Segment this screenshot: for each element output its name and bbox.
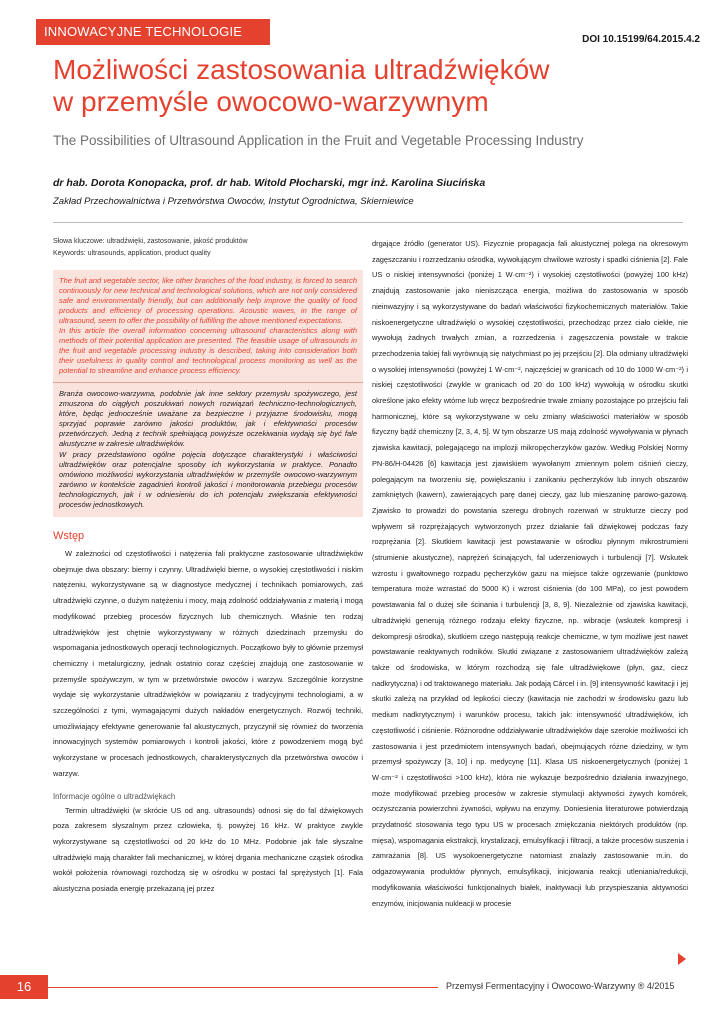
general-heading: Informacje ogólne o ultradźwiękach — [53, 791, 176, 801]
section-tag: INNOWACYJNE TECHNOLOGIE — [36, 19, 270, 45]
abstract-box — [53, 270, 363, 517]
abstract-pl-p1: Branża owocowo-warzywna, podobnie jak inne sektory przemysłu spożywczego, jest zmuszona do ciągłych poszukiwań nowych rozwiązań techniczno-technologicznych, które, będąc jednocześnie uważane za bezpieczne i przyjazne środowisku, mogą sprzyjać poprawie zarówno jakości produktów, jak i efektywności procesów przetwórczych. Jedną z technik spełniającą powyższe oczekiwania wydają się być fale akustyczne w zakresie ultradźwięków. — [59, 389, 357, 448]
header-divider — [53, 222, 683, 223]
title-line-2: w przemyśle owocowo-warzywnym — [53, 86, 489, 117]
abstract-en-p2: In this article the overall information concerning ultrasound characteristics along with methods of their potential application are presented. The feasible usage of ultrasounds in the fruit and vegetable processing industry is described, taking into consideration both their usefulness in quality control and technological process monitoring as well as the potential to streamline and enhance process efficiency. — [59, 326, 357, 375]
keywords-pl: Słowa kluczowe: ultradźwięki, zastosowanie, jakość produktów — [53, 238, 248, 245]
right-paragraph: drgające źródło (generator US). Fizycznie propagacja fali akustycznej polega na okresowym zagęszczaniu i rozrzedzaniu ośrodka, wywołującym chwilowe wzrosty i spadki ciśnienia [2]. Fale US o niskiej intensywności (poniżej 1 W·cm⁻²) i wysokiej częstotliwości (powyżej 100 kHz) znajdują zastosowanie jako nieniszcząca energia, możliwa do zastosowania w sposób nieinwazyjny i są wykorzystywane do badań właściwości fizykochemicznych materiałów. Takie niskoenergetyczne ultradźwięki o wysokiej częstotliwości, przechodząc przez ciało ciekłe, nie wywołują żadnych trwałych zmian, a rozrzedzenia i zagęszczenia powstałe w trakcie przechodzenia takiej fali wyrównują się natychmiast po jej przejściu [2]. Dla odmiany ultradźwięki o wysokiej intensywności (powyżej 1 W·cm⁻², najczęściej w granicach od 10 do 1000 W·cm⁻²) i niskiej częstotliwości (zwykle w granicach od 20 do 100 kHz) wywołują w ośrodku skutki określone jako efekty wtórne lub wręcz bezpośrednie trwałe zmiany pozostające po przejściu fali harmonicznej, które są wykorzystywane w celu zmiany właściwości materiałów w sposób fizyczny bądź chemiczny [2, 3, 4, 5]. W tym obszarze US mają zdolność wywoływania w płynach zjawiska kawitacji, polegającego na implozji mikropęcherzyków gazów. Według Polskiej Normy PN-86/H-04426 [6] kawitacja jest zjawiskiem wywołanym zmiennym polem ciśnień cieczy, polegającym na tworzeniu się, powiększaniu i zanikaniu pęcherzyków lub innych obszarów zamkniętych (kawern), zawierających parę danej cieczy, gaz lub mieszaninę parowo-gazową. Zjawisko to prowadzi do powstania szeregu drobnych rozerwań w strukturze cieczy pod wpływem sił rozprężających wytworzonych przez działanie fali dźwiękowej podczas fazy rozprężania [2]. Skutkiem kawitacji jest powstawanie w ośrodku płynnym mikrostrumieni (strumienie akustyczne), naprężeń ścinających, fal uderzeniowych i turbulencji [7]. Wskutek wzrostu i gwałtownego rozpadu pęcherzyków gazu na miejsce także ogrzewanie (punktowo temperatura może wzrastać do 5000 K) i wzrost ciśnienia (do 100 MPa), co jest powodem powstawania fal o dużej sile ścinania i turbulencji [3, 8, 9]. Niezależnie od zjawiska kawitacji, ultradźwięki generują różnego rodzaju efekty fizyczne, np. wibracje (wskutek kompresji i dekompresji ośrodka), skutkiem czego następują reakcje chemiczne, w tym możliwe jest nawet powstawanie reaktywnych rodników. Skutki związane z zastosowaniem ultradźwięków zależą także od środowiska, w którym rozchodzą się fale ultradźwiękowe (płyn, gaz, ciecz nadkrytyczna) i od traktowanego materiału. Jak podają Cárcel i in. [9] intensywność kawitacji i jej skutki zależą na przykład od lepkości cieczy (kawitacja nie zachodzi w środowisku gazu lub medium nadkrytycznym) i warunków procesu, takich jak: intensywność ultradźwięków, ich częstotliwość i ciśnienie. Różnorodne oddziaływanie ultradźwięków daje szerokie możliwości ich zastosowania i jest przedmiotem intensywnych badań, obejmujących różne dziedziny, w tym przemysł spożywczy [3, 10] i np. medycynę [11]. Klasa US niskoenergetycznych (poniżej 1 W·cm⁻² i częstotliwości >100 kHz), która nie wykazuje bezpośrednio działania inwazyjnego, może modyfikować przebieg procesów w zakresie stymulacji aktywności żywych komórek, oczyszczania powierzchni żywności, wpływu na enzymy. Doniesienia literaturowe potwierdzają przydatność stosowania tego typu US w procesach zmiękczania niektórych produktów (np. mięsa), wspomagania ekstrakcji, krystalizacji, emulsyfikacji i filtracji, a także procesów suszenia i zamrażania [8]. US wysokoenergetyczne natomiast znalazły zastosowanie m.in. do odgazowywania produktów płynnych, emulsyfikacji, inicjowania reakcji utleniania/redukcji, modyfikowania właściwości funkcjonalnych białek, inaktywacji lub przyspieszania aktywności enzymów, inicjowania nukleacji w procesie — [372, 239, 688, 908]
right-column — [372, 236, 688, 911]
continue-arrow-icon — [676, 952, 688, 966]
article-subtitle: The Possibilities of Ultrasound Application in the Fruit and Vegetable Processing Industry — [53, 133, 584, 148]
left-column — [53, 236, 363, 897]
abstract-en-p1: The fruit and vegetable sector, like other branches of the food industry, is forced to search continuously for new technical and technological solutions, which are not only considered safe and environmentally friendly, but can additionally help improve the quality of food products and efficiency of processing operations. Acoustic waves, in the range of ultrasound, seem to offer the possibility of fulfilling the above mentioned expectations. — [59, 276, 357, 325]
title-line-1: Możliwości zastosowania ultradźwięków — [53, 54, 550, 85]
doi-label[interactable]: DOI 10.15199/64.2015.4.2 — [582, 34, 700, 45]
journal-name: Przemysł Fermentacyjny i Owocowo-Warzywny ® 4/2015 — [446, 981, 675, 991]
abstract-divider — [53, 382, 363, 383]
article-title — [53, 54, 673, 118]
authors: dr hab. Dorota Konopacka, prof. dr hab. Witold Płocharski, mgr inż. Karolina Siucińska — [53, 177, 486, 189]
affiliation: Zakład Przechowalnictwa i Przetwórstwa Owoców, Instytut Ogrodnictwa, Skierniewice — [53, 196, 414, 207]
page-number: 16 — [0, 975, 48, 999]
general-paragraph: Termin ultradźwięki (w skrócie US od ang. ultrasounds) odnosi się do fal dźwiękowych poza zakresem słyszalnym przez człowieka, tj. powyżej 16 kHz. W praktyce zwykle wykorzystywane są częstotliwości od 20 kHz do 10 MHz. Podobnie jak fale słyszalne ultradźwięki mają charakter fali mechanicznej, w której drgania mechaniczne cząstek ośrodka wokół położenia równowagi rozchodzą się w ośrodku w postaci fal sprężystych [1]. Fala akustyczna posiada energię przekazaną jej przez — [53, 805, 363, 894]
intro-heading: Wstęp — [53, 530, 85, 542]
intro-paragraph: W zależności od częstotliwości i natężenia fali praktyczne zastosowanie ultradźwięków obejmuje dwa obszary: bierny i czynny. Ultradźwięki bierne, o wysokiej częstotliwości i niskim natężeniu, wykorzystywane są w diagnostyce medycznej i technikach pomiarowych, zaś ultradźwięki czynne, o dużym natężeniu i mocy, mają zdolność oddziaływania z materią i mogą modyfikować przebieg procesów fizycznych lub chemicznych. Właśnie ten rodzaj ultradźwięków jest chętnie wykorzystywany w różnych dziedzinach przemysłu do wspomagania jednostkowych operacji technologicznych. Początkowo były to głównie przemysł chemiczny i metalurgiczny, jednak ostatnio coraz częściej znajdują one zastosowanie w przemyśle spożywczym, w tym w przetwórstwie owoców i warzyw. Szczególnie korzystne wydaje się wykorzystanie ultradźwięków w powiązaniu z tradycyjnymi technologiami, a w szczególności z tymi, wymagającymi dużych nakładów energetycznych. Rozwój techniki, umożliwiający efektywne generowanie fal akustycznych, przyczynił się również do tworzenia innowacyjnych systemów pomiarowych i kontroli jakości, które z powodzeniem mogą być wykorzystane w procesach jednostkowych, charakterystycznych dla przetwórstwa owoców i warzyw. — [53, 549, 363, 778]
keywords-en: Keywords: ultrasounds, application, product quality — [53, 250, 211, 257]
footer-line — [48, 987, 438, 988]
abstract-pl-p2: W pracy przedstawiono ogólne pojęcia dotyczące charakterystyki i właściwości ultradźwięków oraz potencjalne sposoby ich wykorzystania w praktyce. Ponadto omówiono możliwości wykorzystania ultradźwięków w przemyśle owocowo-warzywnym zarówno w kontekście zagadnień kontroli jakości i monitorowania przebiegu procesów technologicznych, jak i w odniesieniu do ich potencjału zwiększania efektywności procesów jednostkowych. — [59, 450, 357, 509]
